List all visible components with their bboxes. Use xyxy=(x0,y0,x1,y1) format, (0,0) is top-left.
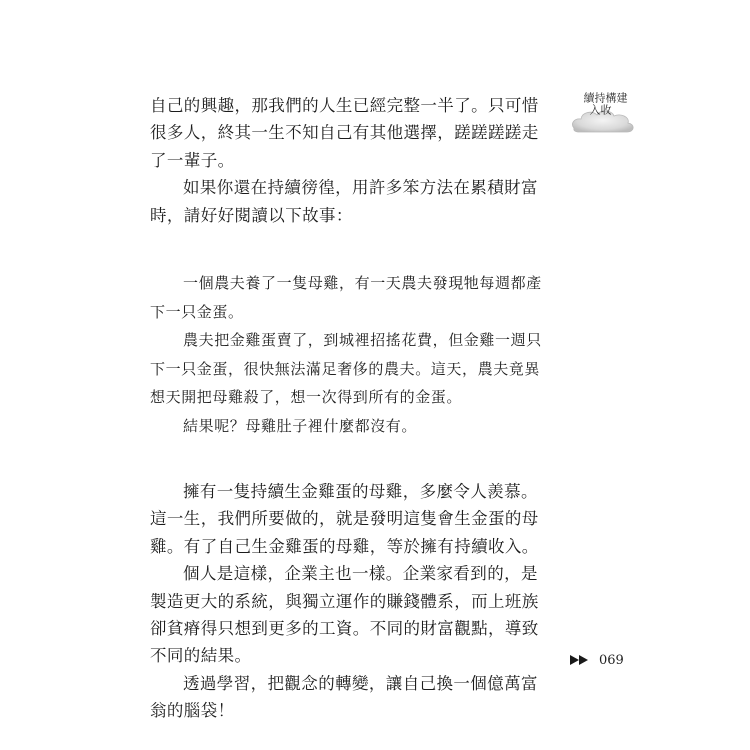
story-block xyxy=(150,269,550,440)
page-number: 069 xyxy=(599,652,624,668)
fast-forward-icon xyxy=(569,654,591,666)
story-paragraph: 結果呢？母雞肚子裡什麼都沒有。 xyxy=(183,416,418,435)
chapter-tab-title: 建構持續 xyxy=(582,92,628,103)
paragraph: 個人是這樣，企業主也一樣。企業家看到的，是製造更大的系統，與獨立運作的賺錢體系，而上班族卻貧瘠得只想到更多的工資。不同的財富觀點，導致不同的結果。 xyxy=(150,564,539,666)
chapter-tab-subtitle: 收入 xyxy=(588,104,612,115)
paragraph: 擁有一隻持續生金雞蛋的母雞，多麼令人羨慕。這一生，我們所要做的，就是發明這隻會生金蛋的母雞。有了自己生金雞蛋的母雞，等於擁有持續收入。 xyxy=(150,482,539,556)
paragraph: 透過學習，把觀念的轉變，讓自己換一個億萬富翁的腦袋！ xyxy=(150,673,538,721)
body-text xyxy=(150,92,550,725)
paragraph: 如果你還在持續徬徨，用許多笨方法在累積財富時，請好好閱讀以下故事： xyxy=(150,178,538,225)
paragraph: 自己的興趣，那我們的人生已經完整一半了。只可惜很多人，終其一生不知自己有其他選擇，蹉蹉蹉蹉走了一輩子。 xyxy=(150,96,539,170)
page-footer xyxy=(569,652,624,668)
story-paragraph: 農夫把金雞蛋賣了，到城裡招搖花費，但金雞一週只下一只金蛋，很快無法滿足奢侈的農夫。這天，農夫竟異想天開把母雞殺了，想一次得到所有的金蛋。 xyxy=(150,331,542,407)
chapter-tab xyxy=(568,92,644,146)
story-paragraph: 一個農夫養了一隻母雞，有一天農夫發現牠每週都產下一只金蛋。 xyxy=(150,274,542,321)
